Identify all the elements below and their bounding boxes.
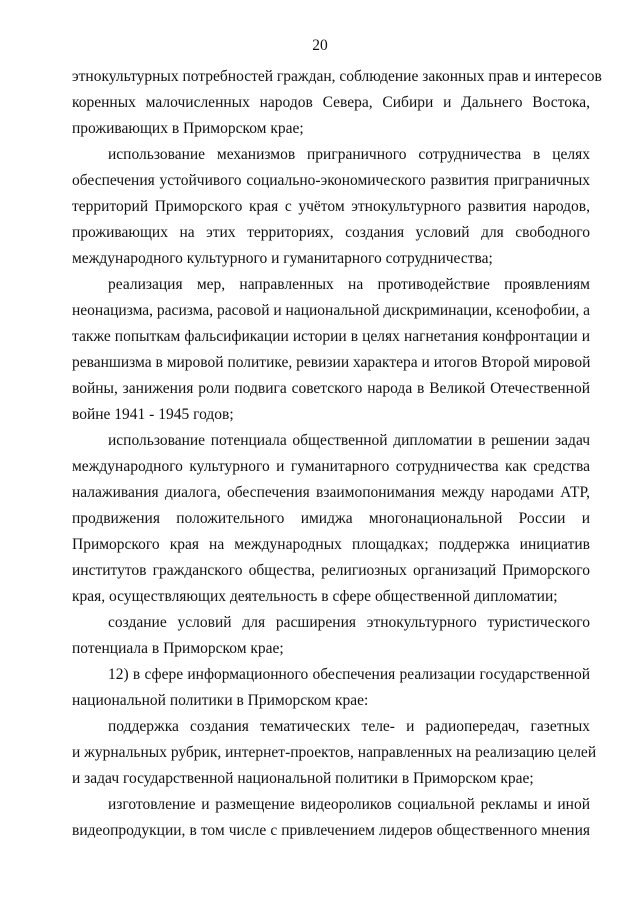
text-line: потенциала в Приморском крае; [72, 640, 284, 657]
text-line: институтов гражданского общества, религиозных организаций Приморского [72, 562, 590, 579]
text-line: коренных малочисленных народов Севера, Сибири и Дальнего Востока, [72, 94, 590, 111]
text-line: и задач государственной национальной политики в Приморском крае; [72, 770, 534, 787]
paragraph [72, 142, 590, 272]
text-line: поддержка создания тематических теле- и радиопередач, газетных [108, 718, 590, 735]
paragraph [72, 428, 590, 610]
paragraph [72, 272, 590, 428]
text-line: этнокультурных потребностей граждан, соблюдение законных прав и интересов [72, 68, 602, 85]
text-line: проживающих в Приморском крае; [72, 120, 304, 137]
paragraph [72, 792, 590, 844]
text-line: международного культурного и гуманитарного сотрудничества; [72, 250, 493, 267]
text-line: использование потенциала общественной дипломатии в решении задач [108, 432, 590, 449]
text-line: также попыткам фальсификации истории в целях нагнетания конфронтации и [72, 328, 590, 345]
text-line: изготовление и размещение видеороликов социальной рекламы и иной [108, 796, 590, 813]
page-number: 20 [312, 37, 328, 54]
paragraph [72, 610, 590, 662]
text-line: края, осуществляющих деятельность в сфере общественной дипломатии; [72, 588, 558, 605]
paragraph [72, 662, 590, 714]
paragraph [72, 714, 597, 792]
text-line: международного культурного и гуманитарного сотрудничества как средства [72, 458, 590, 475]
text-line: видеопродукции, в том числе с привлечением лидеров общественного мнения [72, 822, 590, 839]
text-line: использование механизмов приграничного сотрудничества в целях [108, 146, 590, 163]
text-line: 12) в сфере информационного обеспечения реализации государственной [108, 666, 590, 683]
text-line: неонацизма, расизма, расовой и национальной дискриминации, ксенофобии, а [72, 302, 590, 319]
text-line: национальной политики в Приморском крае: [72, 692, 369, 709]
text-line: обеспечения устойчивого социально-экономического развития приграничных [72, 172, 590, 189]
text-line: и журнальных рубрик, интернет-проектов, направленных на реализацию целей [72, 744, 597, 761]
text-line: реализация мер, направленных на противодействие проявлениям [108, 276, 590, 293]
text-line: территорий Приморского края с учётом этнокультурного развития народов, [72, 198, 590, 215]
text-line: войне 1941 - 1945 годов; [72, 406, 234, 423]
text-line: Приморского края на международных площадках; поддержка инициатив [72, 536, 590, 553]
document-body [72, 64, 602, 844]
text-line: реваншизма в мировой политике, ревизии характера и итогов Второй мировой [72, 354, 591, 371]
text-line: налаживания диалога, обеспечения взаимопонимания между народами АТР, [72, 484, 590, 501]
paragraph [72, 64, 602, 142]
text-line: продвижения положительного имиджа многонациональной России и [72, 510, 590, 527]
text-line: войны, занижения роли подвига советского народа в Великой Отечественной [72, 380, 590, 397]
text-line: создание условий для расширения этнокультурного туристического [108, 614, 590, 631]
text-line: проживающих на этих территориях, создания условий для свободного [72, 224, 590, 241]
